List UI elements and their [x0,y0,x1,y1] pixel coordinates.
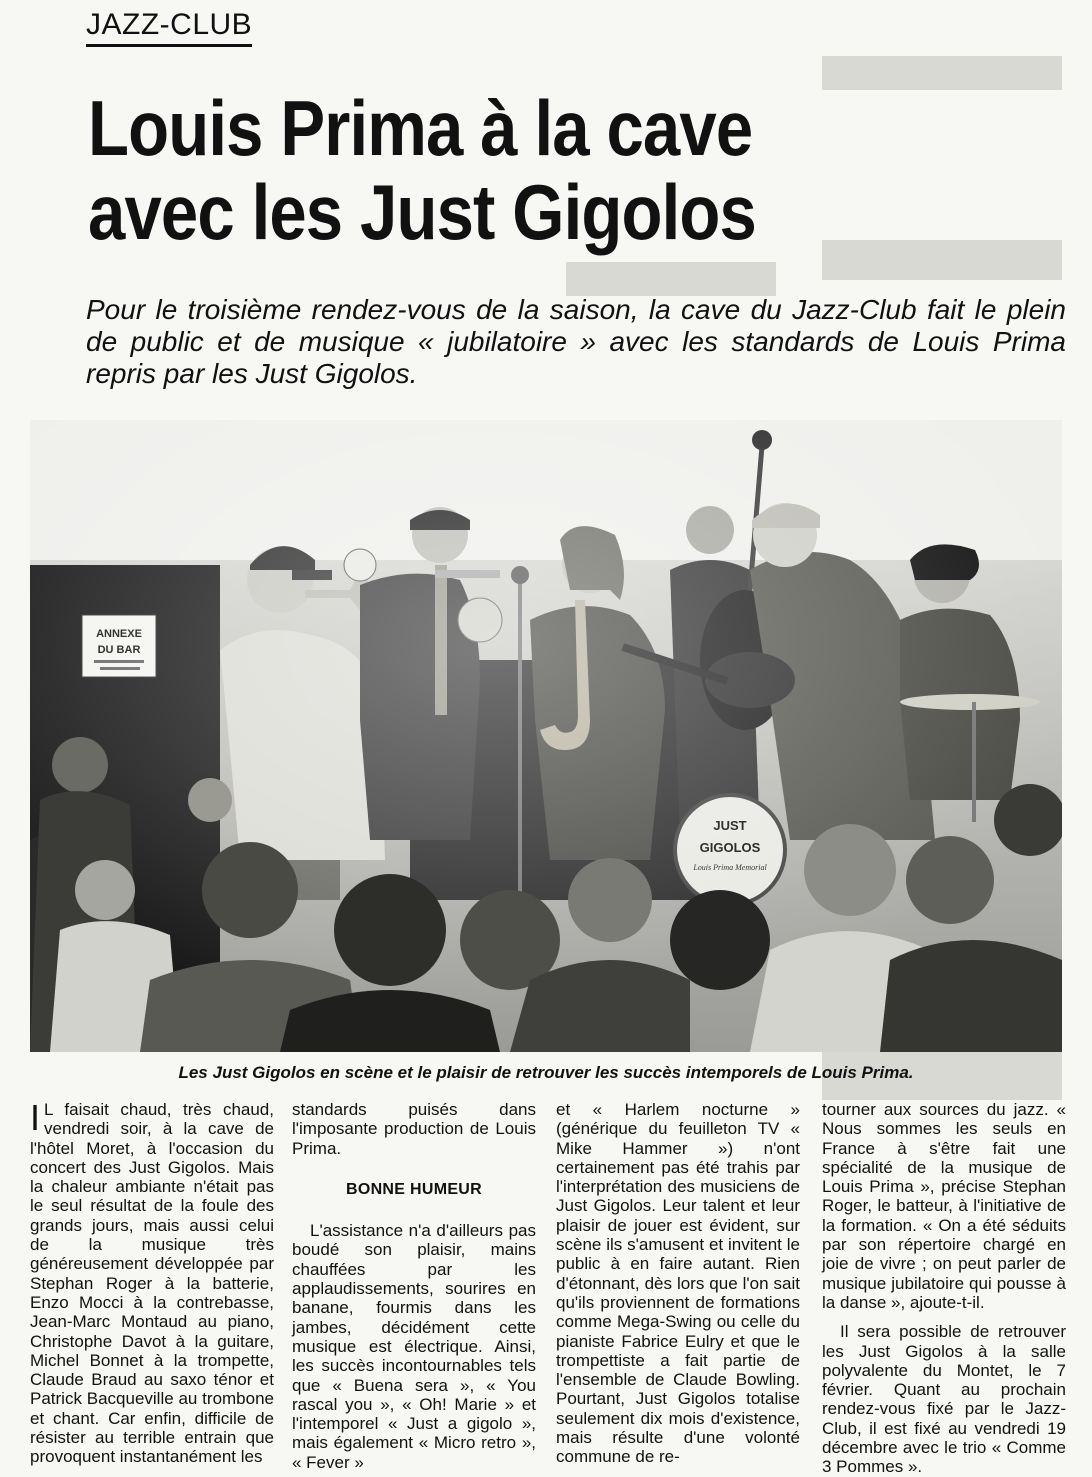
column-3-paragraph: et « Harlem nocturne » (générique du feuilleton TV « Mike Hammer ») n'ont certainement pas été trahis par l'interprétation des musiciens de Just Gigolos. Leur talent et leur plaisir de jouer est évident, sur scène ils s'amusent et invitent le public à en faire autant. Rien d'étonnant, dès lors que l'on sait qu'ils proviennent de formations comme Mega-Swing ou celle du pianiste Fabrice Eulry et que le trompettiste a fait partie de l'ensemble de Claude Bowling. Pourtant, Just Gigolos totalise seulement dix mois d'existence, mais résulte d'une volonté commune de re- [556,1100,800,1467]
column-2-paragraph-1: standards puisés dans l'imposante production de Louis Prima. [292,1100,536,1158]
section-label: JAZZ-CLUB [86,8,252,47]
headline [88,86,939,254]
column-2-paragraph-2: L'assistance n'a d'ailleurs pas boudé son plaisir, mains chauffées par les applaudissements, sourires en banane, fourmis dans les jambes, décidément cette musique est électrique. Ainsi, les succès incontournables tels que « Buena sera », « You rascal you », « Oh! Marie » et l'intemporel « Just a gigolo », mais également « Micro retro », « Fever » [292,1221,536,1472]
bleed-through-ad-block [566,262,776,296]
band-photo-illustration [30,420,1062,1052]
article-column-3 [556,1100,800,1467]
subheading: BONNE HUMEUR [345,1180,483,1198]
column-4-paragraph-2: Il sera possible de retrouver les Just Gigolos à la salle polyvalente du Montet, le 7 février. Quant au prochain rendez-vous fixé par le Jazz-Club, il est fixé au vendredi 19 décembre avec le trio « Comme 3 Pommes ». [822,1322,1066,1477]
article-column-2 [292,1100,536,1472]
article-column-1 [30,1097,274,1467]
photo-caption: Les Just Gigolos en scène et le plaisir de retrouver les succès intemporels de Louis Prima. [178,1063,914,1082]
drop-cap: I [30,1097,41,1138]
column-1-text: L faisait chaud, très chaud, vendredi soir, à la cave de l'hôtel Moret, à l'occasion du concert des Just Gigolos. Mais la chaleur ambiante n'était pas le seul résultat de la foule des grands jours, mais aussi celui de la musique très généreusement développée par Stephan Roger à la batterie, Enzo Mocci à la contrebasse, Jean-Marc Montaud au piano, Christophe Davot à la guitare, Michel Bonnet à la trompette, Claude Braud au saxo ténor et Patrick Bacqueville au trombone et chant. Car enfin, difficile de résister au terrible entrain que provoquent instantanément les [30,1100,274,1467]
headline-line-1: Louis Prima à la cave [88,84,753,172]
lede-paragraph: Pour le troisième rendez-vous de la saison, la cave du Jazz-Club fait le plein de public et de musique « jubilatoire » avec les standards de Louis Prima repris par les Just Gigolos. [86,294,1066,389]
headline-line-2: avec les Just Gigolos [88,168,756,256]
band-photo [30,420,1062,1052]
article-column-4 [822,1100,1066,1477]
column-4-paragraph-1: tourner aux sources du jazz. « Nous sommes les seuls en France à s'être fait une spécialité de la musique de Louis Prima », précise Stephan Roger, le batteur, à l'initiative de la formation. « On a été séduits par son répertoire chargé en joie de vivre ; on peut parler de musique jubilatoire qui pousse à la danse », ajoute-t-il. [822,1100,1066,1312]
article-paragraph [30,1097,274,1467]
bleed-through-ad-block [822,56,1062,90]
